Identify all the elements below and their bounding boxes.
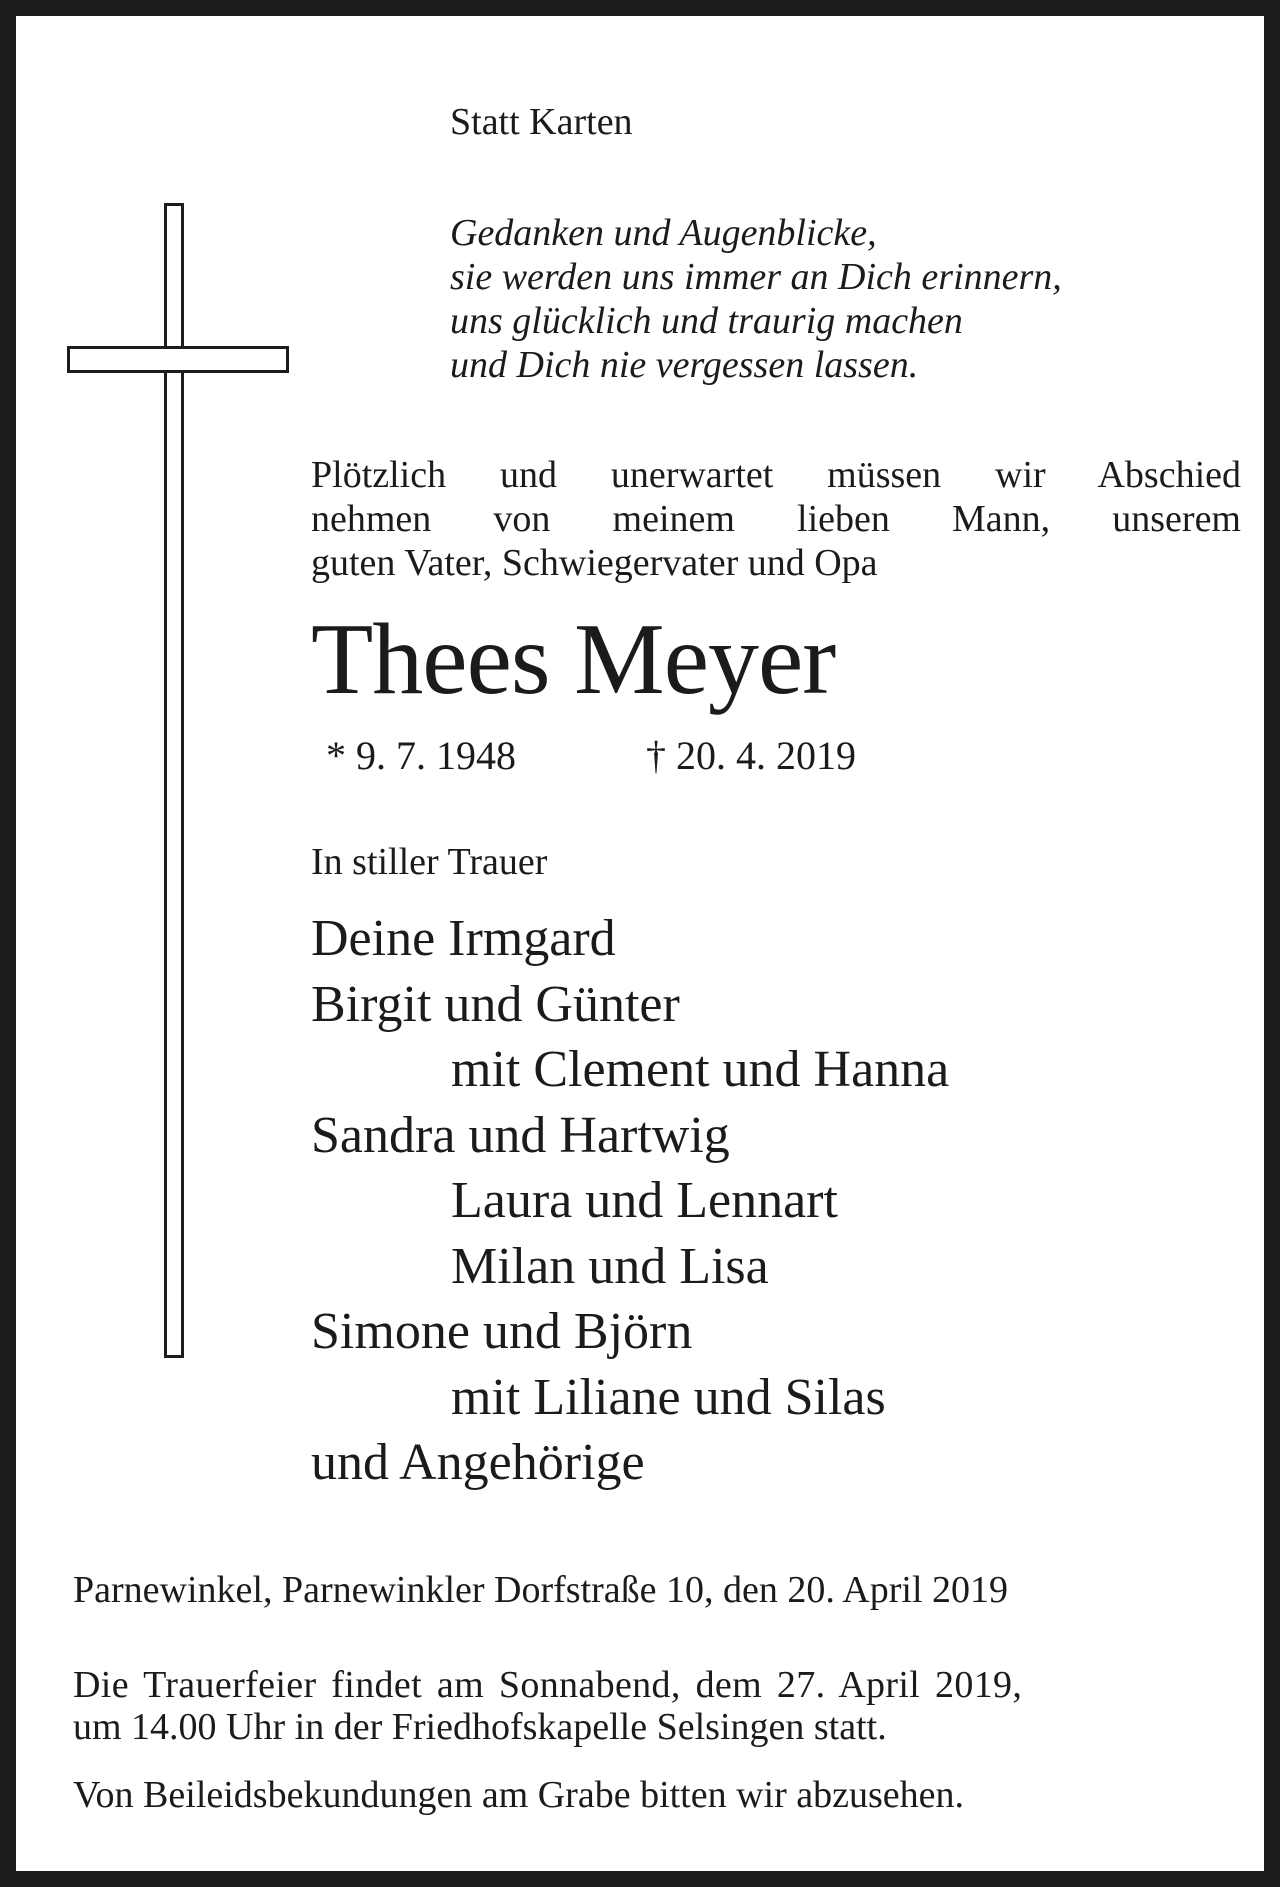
mourner-row: und Angehörige [311,1434,645,1491]
mourners-list [311,906,949,1496]
announcement-line: nehmen von meinem lieben Mann, unserem [311,498,1241,540]
statt-karten-heading: Statt Karten [450,101,633,143]
announcement-line: Plötzlich und unerwartet müssen wir Abschied [311,454,1241,496]
mourner-row: Laura und Lennart [451,1172,838,1229]
deceased-name: Thees Meyer [311,603,836,716]
cross-icon-intersection [167,349,181,370]
ceremony-info [73,1664,1022,1748]
poem-line: Gedanken und Augenblicke, [450,212,877,254]
mourner-row: mit Clement und Hanna [451,1041,950,1098]
birth-date: * 9. 7. 1948 [326,733,516,778]
memorial-poem [450,211,1062,387]
condolence-note: Von Beileidsbekundungen am Grabe bitten wir abzusehen. [73,1774,965,1816]
ceremony-line: um 14.00 Uhr in der Friedhofskapelle Selsingen statt. [73,1706,887,1748]
poem-line: uns glücklich und traurig machen [450,300,963,342]
ceremony-line: Die Trauerfeier findet am Sonnabend, dem 27. April 2019, [73,1664,1023,1706]
death-date: † 20. 4. 2019 [646,733,856,778]
mourner-row: Simone und Björn [311,1303,693,1360]
poem-line: sie werden uns immer an Dich erinnern, [450,256,1062,298]
mourner-row: Deine Irmgard [311,910,616,967]
address-line: Parnewinkel, Parnewinkler Dorfstraße 10, den 20. April 2019 [73,1569,1009,1611]
cross-icon-vertical-beam [164,203,184,1358]
mourner-row: Milan und Lisa [451,1237,769,1295]
poem-line: und Dich nie vergessen lassen. [450,344,919,386]
announcement-line: guten Vater, Schwiegervater und Opa [311,542,878,584]
mourner-row: Sandra und Hartwig [311,1106,730,1164]
mourner-row: mit Liliane und Silas [451,1368,886,1426]
mourner-row: Birgit und Günter [311,975,680,1033]
announcement-text [311,453,1241,585]
mourners-heading: In stiller Trauer [311,841,548,883]
